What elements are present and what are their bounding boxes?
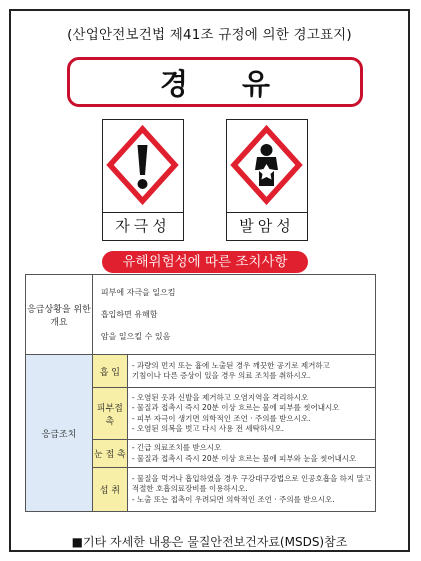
detail-line: - 물질과 접촉시 즉시 20분 이상 흐르는 물에 피부를 씻어내시오 (131, 403, 340, 412)
table-row (26, 275, 376, 355)
detail-line: - 피부 자극이 생기면 의학적인 조언 · 주의를 받으시오. (131, 413, 311, 423)
ingestion-detail (127, 468, 375, 512)
detail-line: - 오염된 옷과 신발을 제거하고 오염지역을 격리하시오 (131, 392, 309, 402)
detail-line: - 긴급 의료조치를 받으시오 (131, 443, 222, 452)
pictogram-label: 자극성 (103, 212, 183, 240)
table-row (26, 355, 376, 388)
pictogram-label: 발암성 (227, 212, 307, 240)
emergency-overview (92, 275, 375, 355)
detail-line: - 과량의 먼지 또는 흄에 노출된 경우 깨끗한 공기로 제거하고 (131, 360, 330, 370)
exclamation-mark-icon (103, 120, 182, 213)
detail-line: 기침이나 다른 증상이 있을 경우 의료 조치를 취하시오. (131, 371, 311, 380)
msds-note: ■기타 자세한 내용은 물질안전보건자료(MSDS)참조 (71, 535, 348, 549)
emergency-line: 흡입하면 유해함 (100, 309, 158, 319)
emergency-line: 피부에 자극을 일으킴 (100, 287, 176, 297)
skin-detail (127, 388, 375, 440)
pictogram-irritant (102, 119, 184, 241)
route-eye: 눈 접 촉 (92, 440, 127, 468)
detail-line: - 오염된 의복을 벗고 다시 사용 전 세탁하시오. (131, 424, 285, 433)
product-name-box (67, 57, 363, 107)
detail-line: 적절한 호흡의료장비를 이용하시오. (131, 484, 248, 494)
measures-title: 유해위험성에 따른 조치사항 (102, 251, 308, 273)
emergency-label: 응급상황을 위한 개요 (26, 275, 93, 355)
inhalation-detail (127, 355, 375, 388)
emergency-line: 암을 일으킬 수 있음 (100, 331, 171, 341)
route-inhalation: 흡 입 (92, 355, 127, 388)
detail-line: - 노출 또는 접촉이 우려되면 의학적인 조언 · 주의를 받으시오. (131, 494, 335, 504)
precaution-table (25, 274, 376, 512)
pictogram-carcinogen (226, 119, 308, 241)
detail-line: - 물질을 먹거나 흡입하였을 경우 구강대구강법으로 인공호흡을 하지 말고 (131, 473, 371, 483)
health-hazard-icon (227, 120, 306, 213)
law-reference: (산업안전보건법 제41조 규정에 의한 경고표지) (67, 27, 352, 43)
route-ingestion: 섭 취 (92, 468, 127, 512)
route-skin: 피부접촉 (92, 388, 127, 440)
eye-detail (127, 440, 375, 468)
detail-line: - 물질과 접촉시 즉시 20분 이상 흐르는 물에 피부와 눈을 씻어내시오 (131, 453, 357, 463)
first-aid-label: 응급조치 (26, 355, 93, 512)
product-name: 경 유 (159, 66, 293, 101)
